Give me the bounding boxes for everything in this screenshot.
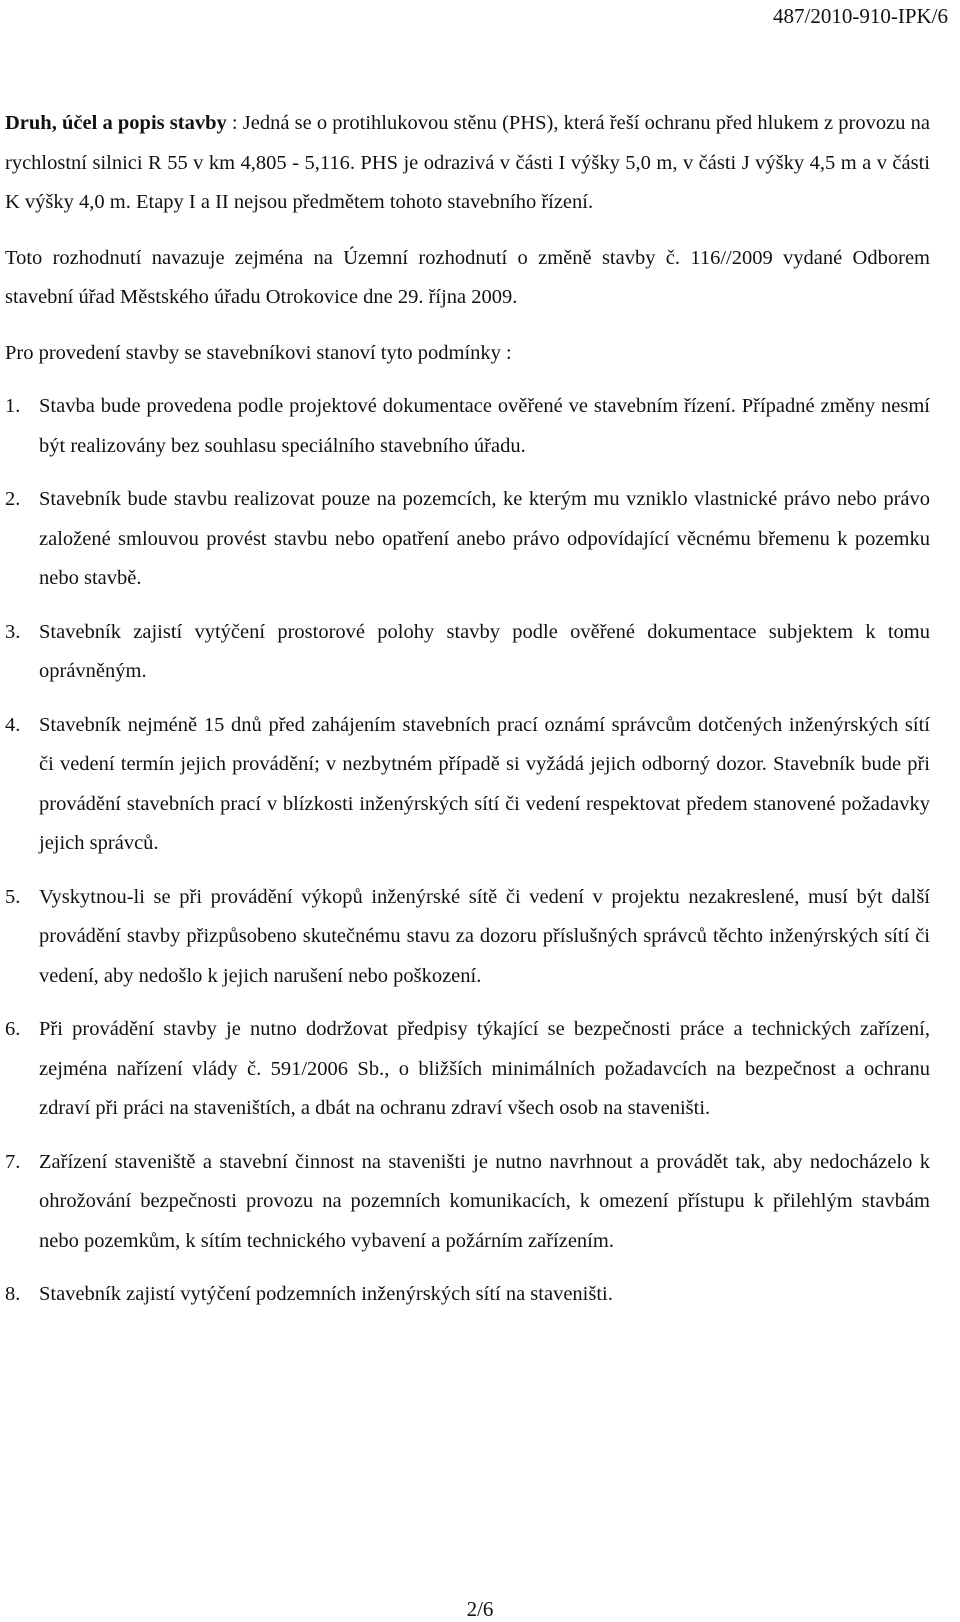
- condition-item: [5, 1275, 930, 1315]
- condition-number: 3.: [5, 620, 21, 643]
- condition-item: [5, 878, 930, 997]
- condition-number: 1.: [5, 395, 21, 417]
- condition-item: [5, 387, 930, 466]
- condition-item: [5, 1010, 930, 1129]
- construction-description: [5, 104, 930, 223]
- condition-number: 7.: [5, 1150, 21, 1173]
- condition-text: Stavebník zajistí vytýčení podzemních inženýrských sítí na staveništi.: [39, 1283, 613, 1305]
- page-number: 2/6: [466, 1597, 494, 1621]
- condition-text: Stavebník bude stavbu realizovat pouze na pozemcích, ke kterým mu vzniklo vlastnické právo nebo právo založené smlouvou provést stavbu nebo opatření anebo právo odpovídající věcnému břemenu k pozemku nebo stavbě.: [39, 488, 930, 589]
- condition-number: 4.: [5, 713, 21, 736]
- condition-text: Vyskytnou-li se při provádění výkopů inženýrské sítě či vedení v projektu nezakreslené, musí být další provádění stavby přizpůsobeno skutečnému stavu za dozoru příslušných správců těchto inženýrských sítí či vedení, aby nedošlo k jejich narušení nebo poškození.: [39, 885, 930, 987]
- document-body: [5, 104, 930, 1315]
- condition-number: 2.: [5, 488, 21, 510]
- condition-text: Stavebník zajistí vytýčení prostorové polohy stavby podle ověřené dokumentace subjektem k tomu oprávněným.: [39, 620, 930, 682]
- conditions-list: [5, 387, 930, 1315]
- document-reference-number: 487/2010-910-IPK/6: [773, 4, 948, 28]
- condition-number: 6.: [5, 1018, 21, 1040]
- condition-item: [5, 480, 930, 599]
- condition-item: [5, 613, 930, 692]
- condition-text: Stavebník nejméně 15 dnů před zahájením stavebních prací oznámí správcům dotčených inženýrských sítí či vedení termín jejich provádění; v nezbytném případě si vyžádá jejich odborný dozor. Stavebník bude při provádění stavebních prací v blízkosti inženýrských sítí či vedení respektovat předem stanovené požadavky jejich správců.: [39, 713, 930, 854]
- decision-reference: Toto rozhodnutí navazuje zejména na Územní rozhodnutí o změně stavby č. 116//2009 vydané Odborem stavební úřad Městského úřadu Otrokovice dne 29. října 2009.: [5, 246, 930, 308]
- description-text: : Jedná se o protihlukovou stěnu (PHS), která řeší ochranu před hlukem z provozu na rychlostní silnici R 55 v km 4,805 - 5,116. PHS je odrazivá v části I výšky 5,0 m, v části J výšky 4,5 m a v části K výšky 4,0 m. Etapy I a II nejsou předmětem tohoto stavebního řízení.: [5, 112, 930, 213]
- conditions-heading: Pro provedení stavby se stavebníkovi stanoví tyto podmínky :: [5, 341, 512, 364]
- condition-item: [5, 706, 930, 864]
- condition-number: 8.: [5, 1283, 21, 1305]
- description-lead-label: Druh, účel a popis stavby: [5, 112, 227, 134]
- condition-text: Zařízení staveniště a stavební činnost na staveništi je nutno navrhnout a provádět tak, aby nedocházelo k ohrožování bezpečnosti provozu na pozemních komunikacích, k omezení přístupu k přilehlým stavbám nebo pozemkům, k sítím technického vybavení a požárním zařízením.: [39, 1150, 930, 1252]
- condition-text: Při provádění stavby je nutno dodržovat předpisy týkající se bezpečnosti práce a technických zařízení, zejména nařízení vlády č. 591/2006 Sb., o bližších minimálních požadavcích na bezpečnost a ochranu zdraví při práci na staveništích, a dbát na ochranu zdraví všech osob na staveništi.: [39, 1018, 930, 1119]
- condition-item: [5, 1143, 930, 1262]
- condition-text: Stavba bude provedena podle projektové dokumentace ověřené ve stavebním řízení. Případné změny nesmí být realizovány bez souhlasu speciálního stavebního úřadu.: [39, 395, 930, 457]
- condition-number: 5.: [5, 885, 21, 908]
